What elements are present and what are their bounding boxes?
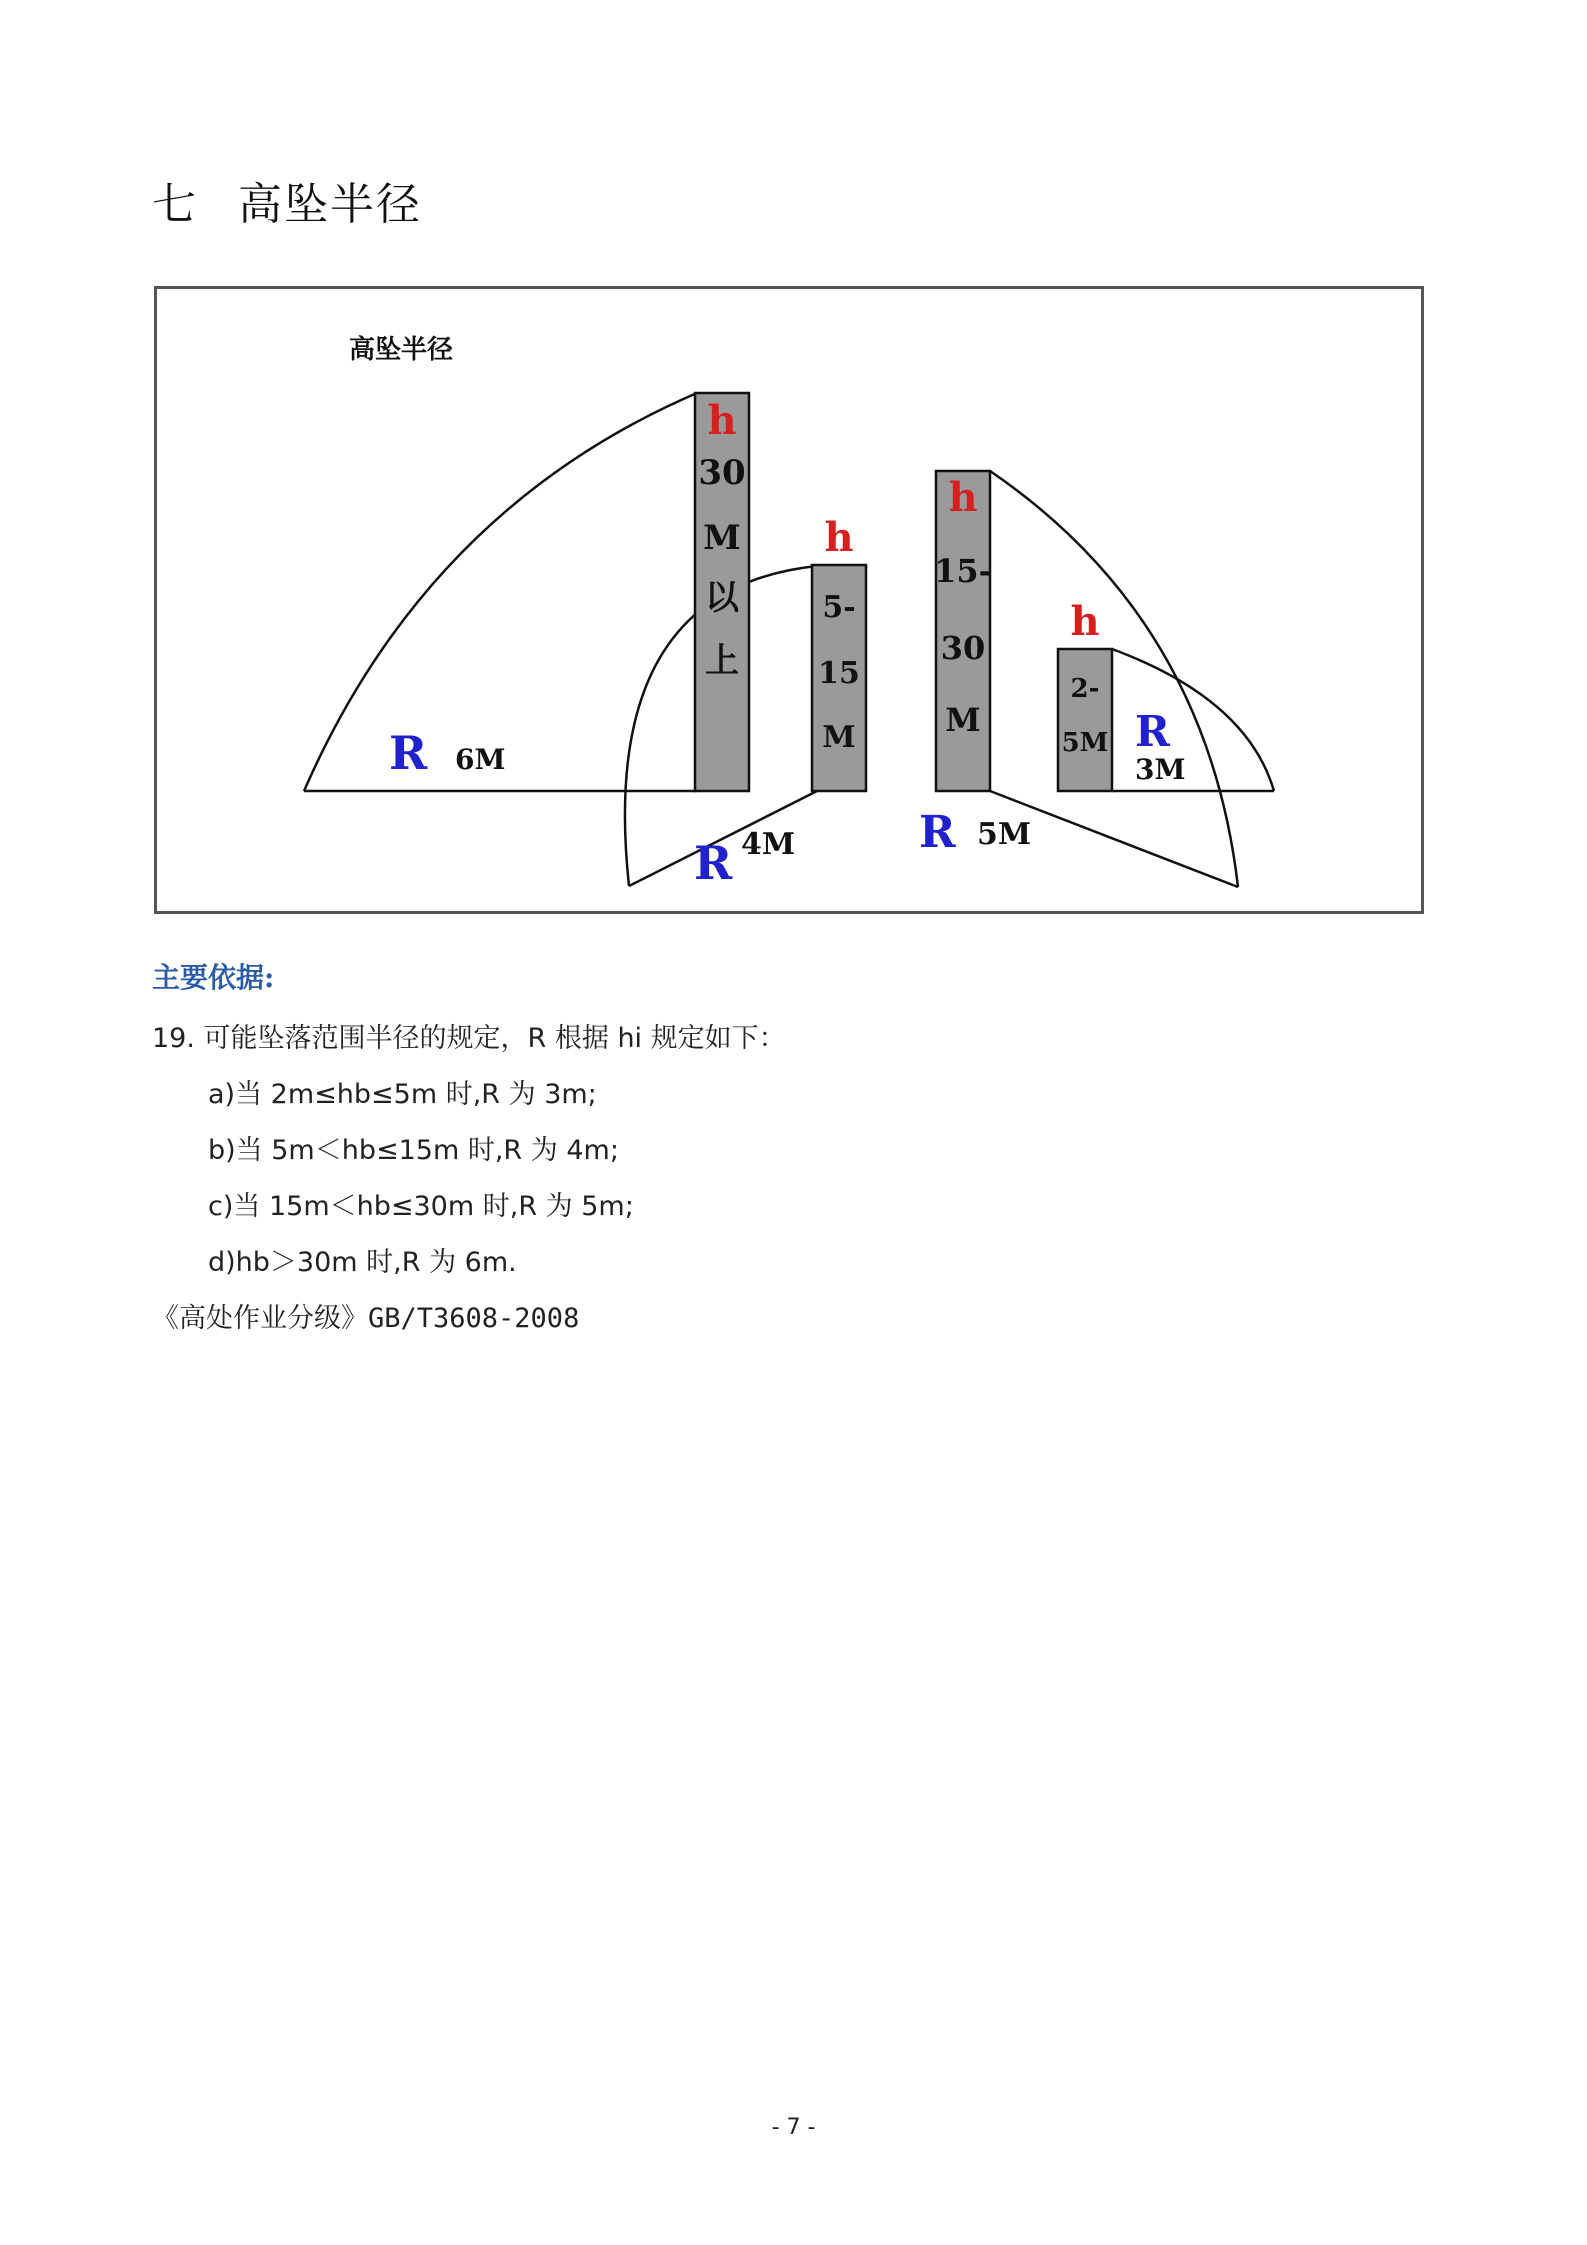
fall-radius-diagram <box>157 289 1421 911</box>
h-label-4: h <box>1070 598 1100 645</box>
basis-intro: 19. 可能坠落范围半径的规定，R 根据 hi 规定如下： <box>152 1023 786 1054</box>
standard-reference: 《高处作业分级》GB/T3608-2008 <box>152 1303 580 1334</box>
fall-radius-figure <box>154 286 1424 914</box>
bar4-text-0: 2- <box>1070 674 1100 704</box>
bar3-text-1: 30 <box>940 629 986 667</box>
rule-item-a: a)当 2m≤hb≤5m 时,R 为 3m; <box>208 1079 597 1110</box>
rule-item-c: c)当 15m＜hb≤30m 时,R 为 5m; <box>208 1191 634 1222</box>
section-title <box>152 168 422 232</box>
r-value-5m: 5M <box>977 817 1032 852</box>
rule-item-b: b)当 5m＜hb≤15m 时,R 为 4m; <box>208 1135 619 1166</box>
r-label-6m: R <box>389 726 428 780</box>
page-number: - 7 - <box>771 2115 816 2140</box>
basis-heading: 主要依据: <box>152 961 275 994</box>
rule-item-d: d)hb＞30m 时,R 为 6m. <box>208 1247 517 1278</box>
r-value-6m: 6M <box>455 743 506 776</box>
figure-caption: 高坠半径 <box>349 335 454 365</box>
section-number: 七 <box>152 179 198 230</box>
h-label-1: h <box>707 397 737 444</box>
bar2-text-1: 15 <box>818 656 860 691</box>
h-label-2: h <box>824 514 854 561</box>
bar2-text-2: M <box>822 720 856 755</box>
bar1-text-3: 上 <box>705 641 739 681</box>
fall-arc-6m <box>304 393 697 791</box>
bar2-text-0: 5- <box>822 590 856 625</box>
r-label-3m: R <box>1135 707 1170 756</box>
section-title-text: 高坠半径 <box>238 179 422 230</box>
r-label-4m: R <box>694 836 733 890</box>
bar3-text-0: 15- <box>934 552 992 590</box>
bar1-text-2: 以 <box>705 578 739 618</box>
r-value-4m: 4M <box>741 827 796 862</box>
bar1-text-1: M <box>703 518 741 558</box>
height-bar-5m <box>1058 649 1112 791</box>
r-value-3m: 3M <box>1135 753 1186 786</box>
r-label-5m: R <box>919 807 956 858</box>
bar3-text-2: M <box>945 701 981 739</box>
h-label-3: h <box>948 474 978 521</box>
bar1-text-0: 30 <box>698 453 746 493</box>
bar4-text-1: 5M <box>1061 728 1109 758</box>
